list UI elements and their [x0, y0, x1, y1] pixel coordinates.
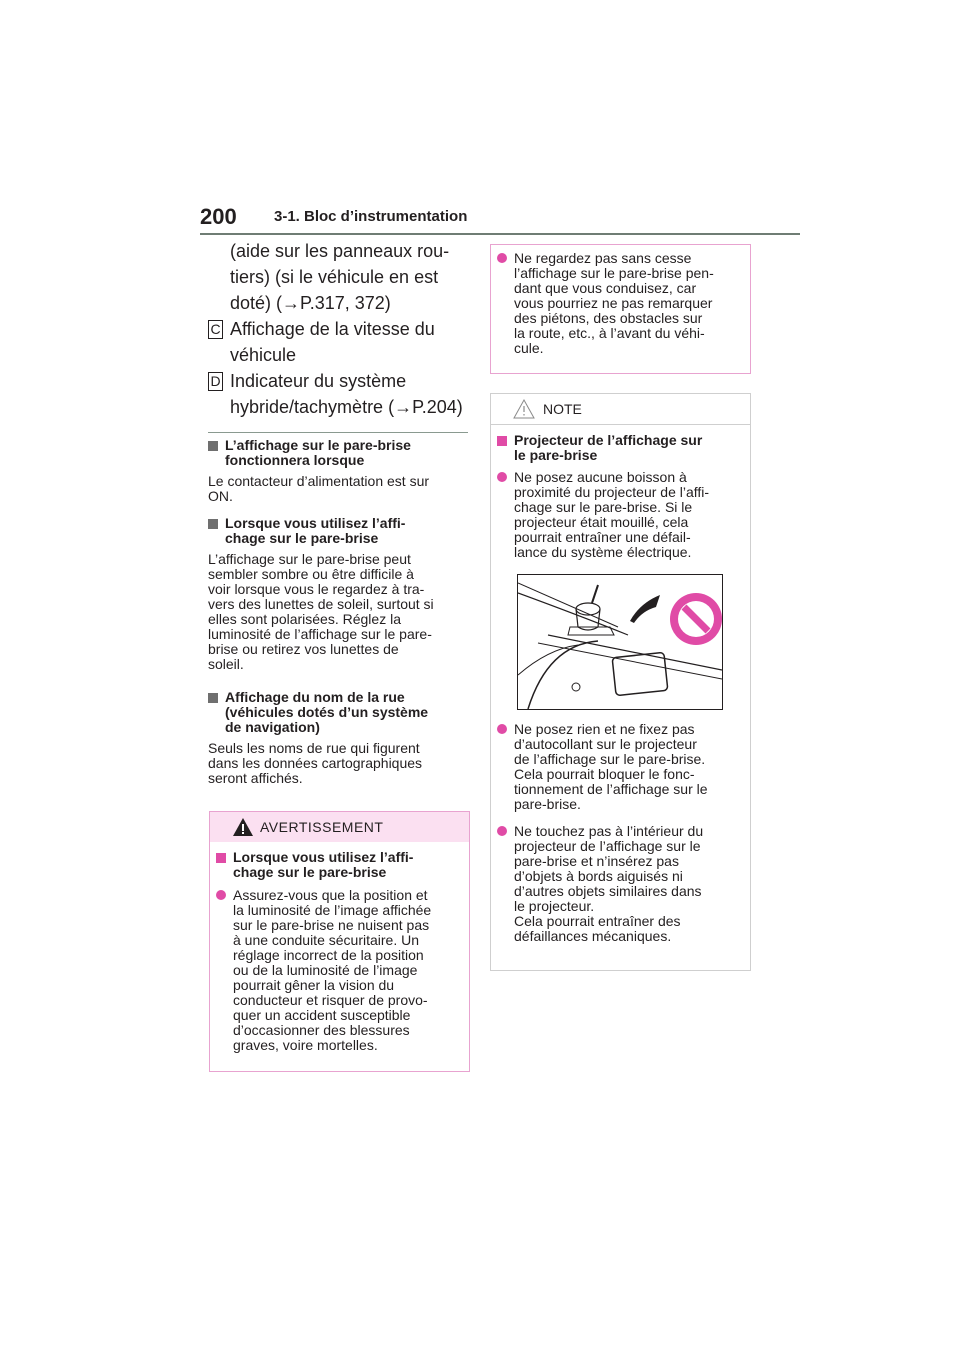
warning-subheading: Lorsque vous utilisez l’affi- chage sur le pare-brise [216, 850, 463, 880]
section-rule [208, 432, 468, 433]
warning-title: AVERTISSEMENT [260, 819, 384, 835]
projector-drink-illustration [517, 574, 723, 710]
section-heading: L’affichage sur le pare-brise fonctionnera lorsque [208, 438, 470, 468]
warning-bullet: Ne regardez pas sans cesse l’affichage sur le pare-brise pen- dant que vous conduisez, car vous pourriez ne pas remarquer des piétons, des obstacles sur la route, etc., à l’avant du véhi- cule. [497, 251, 744, 356]
bullet-dot-icon [497, 826, 507, 836]
bullet-dot-icon [216, 890, 226, 900]
cont-line: tiers) (si le véhicule en est [230, 267, 439, 287]
note-header [491, 394, 750, 425]
note-title: NOTE [543, 401, 582, 417]
label-c: C [208, 320, 223, 339]
warning-header [210, 812, 469, 842]
bullet-dot-icon [497, 724, 507, 734]
cont-line: (aide sur les panneaux rou- [230, 241, 450, 261]
item-d-line: Indicateur du système [230, 371, 407, 391]
section-2 [208, 516, 470, 672]
note-bullet: Ne touchez pas à l’intérieur du projecteur de l’affichage sur le pare-brise et n’insérez pas d’objets à bords aiguisés ni d’autres objets similaires dans le projecteur. Cela pourrait entraîner des défaillances mécaniques. [497, 824, 744, 944]
item-c-line: Affichage de la vitesse du [230, 319, 435, 339]
item-c [208, 316, 470, 368]
item-c-line: véhicule [230, 345, 297, 365]
warning-box [209, 811, 470, 1072]
bullet-dot-icon [497, 472, 507, 482]
label-d: D [208, 372, 223, 391]
warning-triangle-icon [232, 817, 254, 837]
note-subheading: Projecteur de l’affichage sur le pare-brise [497, 433, 744, 463]
section-body: Le contacteur d’alimentation est sur ON. [208, 473, 430, 504]
section-title: 3-1. Bloc d’instrumentation [274, 208, 468, 225]
item-d-line: hybride/tachymètre (→P.204) [230, 397, 463, 417]
section-body: L’affichage sur le pare-brise peut sembler sombre ou être difficile à voir lorsque vous le regardez à tra- vers des lunettes de soleil, surtout si elles sont polarisées. Réglez la luminosité de l’affichage sur le pare- brise ou retirez vos lunettes de soleil. [208, 551, 434, 672]
square-bullet-icon [208, 519, 218, 529]
warning-bullet: Assurez-vous que la position et la luminosité de l’image affichée sur le pare-brise ne nuisent pas à une conduite sécuritaire. Un réglage incorrect de la position ou de la luminosité de l’image pourrait gêner la vision du conducteur et risquer de provo- quer un accident susceptible d’occasionner des blessures graves, voire mortelles. [216, 888, 463, 1053]
section-3 [208, 690, 470, 786]
note-bullet: Ne posez aucune boisson à proximité du projecteur de l’affi- chage sur le pare-brise. Si le projecteur était mouillé, cela pourrait entraîner une défail- lance du système électrique. [497, 470, 744, 560]
square-bullet-icon [208, 693, 218, 703]
note-box [490, 393, 751, 971]
cont-line: doté) (→P.317, 372) [230, 293, 391, 313]
item-b-continuation [208, 238, 470, 316]
warning-box-continued [490, 244, 751, 374]
bullet-dot-icon [497, 253, 507, 263]
square-bullet-icon [497, 436, 507, 446]
header-rule [200, 233, 800, 235]
item-d [208, 368, 470, 420]
square-bullet-icon [216, 853, 226, 863]
section-1 [208, 438, 470, 504]
section-heading: Lorsque vous utilisez l’affi- chage sur le pare-brise [208, 516, 470, 546]
note-bullet: Ne posez rien et ne fixez pas d’autocollant sur le projecteur de l’affichage sur le pare-brise. Cela pourrait bloquer le fonc- tionnement de l’affichage sur le pare-brise. [497, 722, 744, 812]
page-number: 200 [200, 204, 237, 229]
section-heading: Affichage du nom de la rue (véhicules dotés d’un système de navigation) [208, 690, 470, 735]
caution-triangle-icon [513, 399, 535, 419]
square-bullet-icon [208, 441, 218, 451]
section-body: Seuls les noms de rue qui figurent dans les données cartographiques seront affichés. [208, 740, 423, 786]
